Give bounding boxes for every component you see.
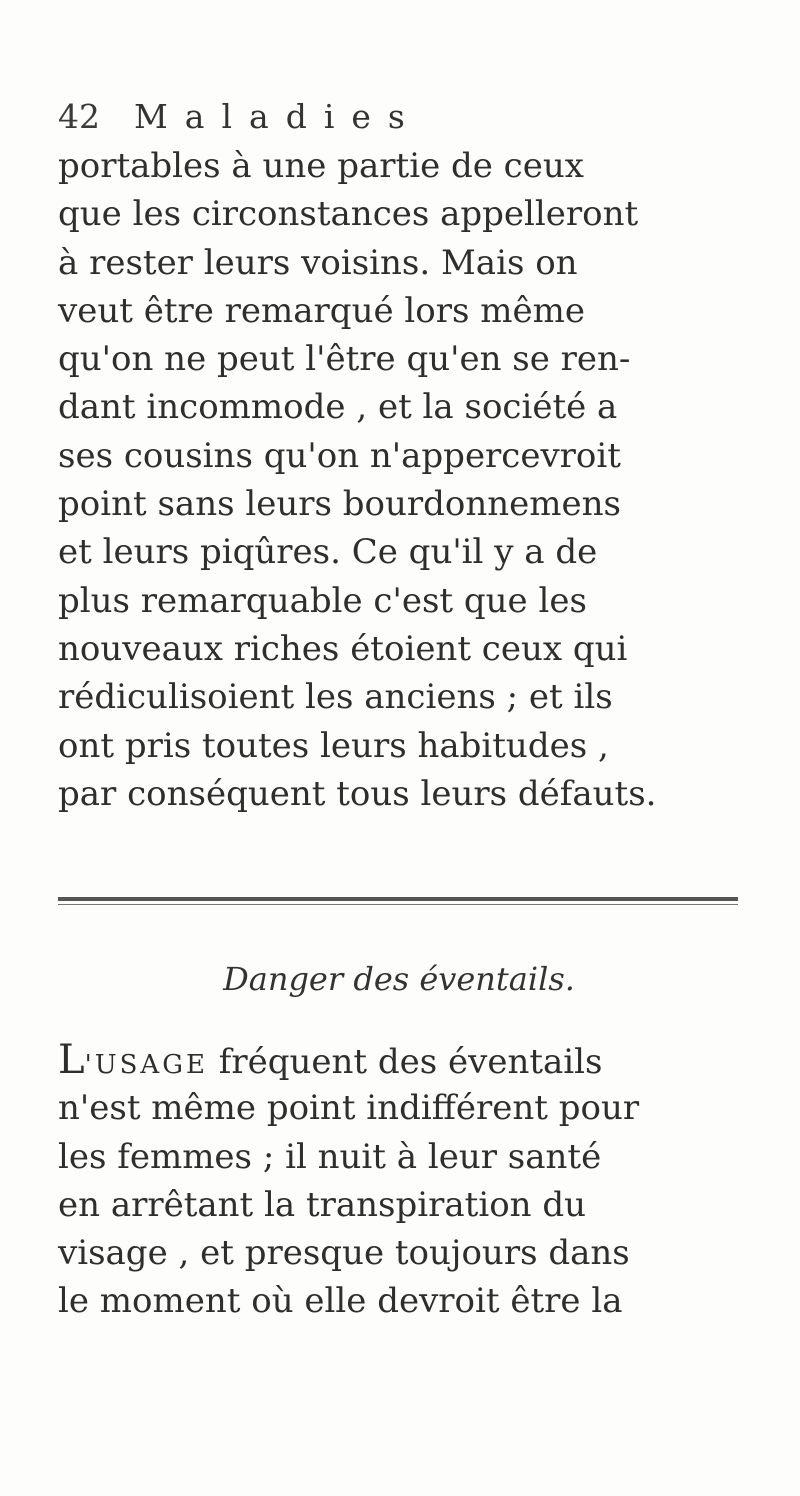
section-divider	[58, 897, 738, 901]
section-body	[58, 1036, 740, 1326]
text-line: les femmes ; il nuit à leur santé	[58, 1136, 602, 1177]
text-line: en arrêtant la transpiration du	[58, 1184, 587, 1225]
running-head	[58, 92, 758, 142]
section-heading: Danger des éventails.	[223, 960, 575, 998]
text-line: point sans leurs bourdonnemens	[58, 484, 621, 525]
text-line: visage , et presque toujours dans	[58, 1233, 630, 1274]
text-line: rédiculisoient les anciens ; et ils	[58, 677, 613, 718]
text-line: que les circonstances appelleront	[58, 194, 639, 235]
text-line: et leurs piqûres. Ce qu'il y a de	[58, 532, 598, 573]
small-caps-word: 'USAGE	[84, 1050, 208, 1080]
section-divider-thin	[58, 904, 738, 905]
paragraph-body	[58, 142, 740, 818]
text-line: nouveaux riches étoient ceux qui	[58, 628, 628, 669]
running-title: Maladies	[134, 97, 422, 136]
first-line	[58, 1036, 740, 1084]
text-line: ses cousins qu'on n'appercevroit	[58, 435, 621, 476]
text-line: par conséquent tous leurs défauts.	[58, 773, 657, 814]
drop-capital: L	[58, 1037, 85, 1083]
text-line: plus remarquable c'est que les	[58, 580, 587, 621]
text-line: veut être remarqué lors même	[58, 290, 585, 331]
text-line: à rester leurs voisins. Mais on	[58, 242, 578, 283]
text-line: le moment où elle devroit être la	[58, 1281, 623, 1322]
text-line: ont pris toutes leurs habitudes ,	[58, 725, 609, 766]
text-line: portables à une partie de ceux	[58, 146, 584, 186]
text-line: n'est même point indifférent pour	[58, 1088, 640, 1129]
first-line-text: fréquent des éventails	[207, 1042, 603, 1082]
text-line: dant incommode , et la société a	[58, 387, 618, 428]
page-number: 42	[58, 97, 100, 136]
text-line: qu'on ne peut l'être qu'en se ren-	[58, 339, 631, 380]
